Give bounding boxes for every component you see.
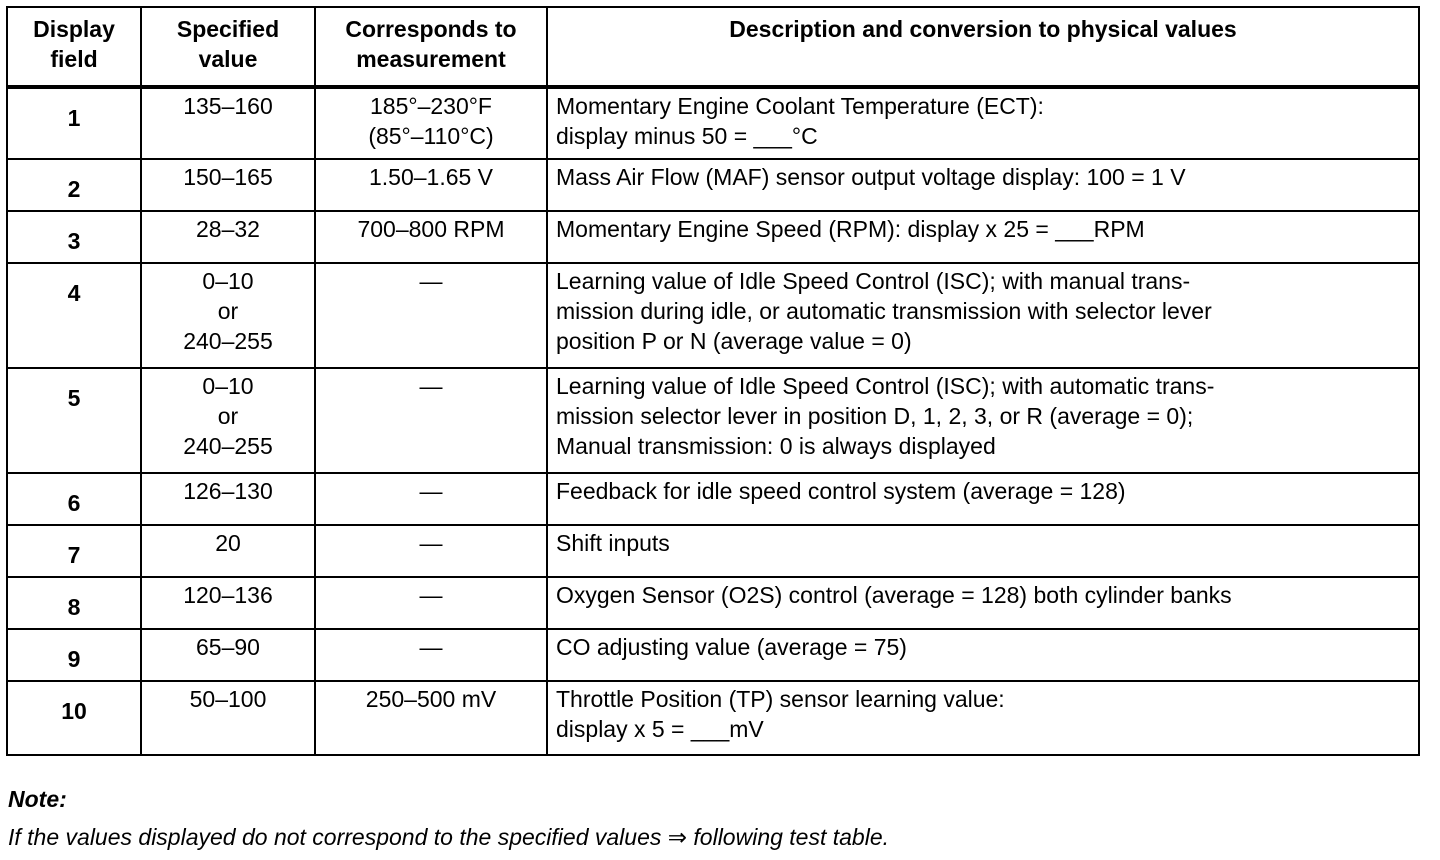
table-row bbox=[7, 525, 1419, 577]
cell-description-line: Mass Air Flow (MAF) sensor output voltage display: 100 = 1 V bbox=[556, 164, 1186, 190]
cell-display-field: 6 bbox=[7, 473, 141, 525]
cell-description bbox=[547, 525, 1419, 577]
cell-description-line: mission selector lever in position D, 1, 2, 3, or R (average = 0); bbox=[556, 403, 1194, 429]
cell-description bbox=[547, 577, 1419, 629]
cell-specified-value-line: 240–255 bbox=[183, 328, 273, 354]
cell-description bbox=[547, 87, 1419, 159]
display-field-spec-table bbox=[6, 6, 1420, 756]
cell-description-line: Momentary Engine Speed (RPM): display x 25 = ___RPM bbox=[556, 216, 1145, 242]
cell-specified-value bbox=[141, 473, 315, 525]
cell-measurement-line: — bbox=[419, 478, 443, 504]
table-row bbox=[7, 263, 1419, 368]
table-body bbox=[7, 87, 1419, 755]
cell-measurement bbox=[315, 473, 547, 525]
cell-description-line: Oxygen Sensor (O2S) control (average = 128) both cylinder banks bbox=[556, 582, 1232, 608]
cell-description-line: Momentary Engine Coolant Temperature (ECT): bbox=[556, 93, 1044, 119]
cell-specified-value-line: 0–10 bbox=[202, 373, 254, 399]
cell-display-field: 8 bbox=[7, 577, 141, 629]
table-row bbox=[7, 681, 1419, 755]
cell-specified-value-line: 120–136 bbox=[183, 582, 273, 608]
cell-display-field: 7 bbox=[7, 525, 141, 577]
header-line: value bbox=[198, 46, 258, 72]
cell-display-field: 9 bbox=[7, 629, 141, 681]
cell-specified-value bbox=[141, 577, 315, 629]
cell-specified-value-line: 20 bbox=[215, 530, 241, 556]
cell-specified-value-line: 150–165 bbox=[183, 164, 273, 190]
cell-specified-value bbox=[141, 211, 315, 263]
cell-measurement bbox=[315, 368, 547, 473]
cell-description bbox=[547, 681, 1419, 755]
cell-measurement-line: 1.50–1.65 V bbox=[368, 164, 494, 190]
cell-display-field: 10 bbox=[7, 681, 141, 755]
cell-measurement-line: 185°–230°F bbox=[370, 93, 492, 119]
cell-specified-value-line: or bbox=[217, 403, 239, 429]
cell-display-field: 5 bbox=[7, 368, 141, 473]
header-description bbox=[547, 7, 1419, 87]
table-header bbox=[7, 7, 1419, 87]
header-line: measurement bbox=[356, 46, 506, 72]
cell-measurement-line: 250–500 mV bbox=[365, 686, 497, 712]
cell-specified-value bbox=[141, 525, 315, 577]
cell-display-field: 1 bbox=[7, 87, 141, 159]
cell-measurement bbox=[315, 525, 547, 577]
cell-description bbox=[547, 368, 1419, 473]
cell-specified-value-line: 50–100 bbox=[189, 686, 267, 712]
header-corresponds-to-measurement bbox=[315, 7, 547, 87]
cell-description bbox=[547, 263, 1419, 368]
cell-description bbox=[547, 211, 1419, 263]
table-row bbox=[7, 577, 1419, 629]
header-specified-value bbox=[141, 7, 315, 87]
cell-description-line: display x 5 = ___mV bbox=[556, 716, 764, 742]
table-row bbox=[7, 473, 1419, 525]
cell-display-field: 4 bbox=[7, 263, 141, 368]
cell-description-line: Manual transmission: 0 is always displayed bbox=[556, 433, 996, 459]
cell-measurement bbox=[315, 87, 547, 159]
cell-specified-value-line: or bbox=[217, 298, 239, 324]
cell-description-line: display minus 50 = ___°C bbox=[556, 123, 818, 149]
cell-description-line: CO adjusting value (average = 75) bbox=[556, 634, 907, 660]
cell-description-line: mission during idle, or automatic transmission with selector lever bbox=[556, 298, 1212, 324]
cell-description-line: Learning value of Idle Speed Control (ISC); with automatic trans- bbox=[556, 373, 1215, 399]
table-row bbox=[7, 368, 1419, 473]
cell-measurement-line: — bbox=[419, 268, 443, 294]
cell-specified-value bbox=[141, 681, 315, 755]
cell-display-field: 2 bbox=[7, 159, 141, 211]
cell-specified-value-line: 0–10 bbox=[202, 268, 254, 294]
note-label: Note: bbox=[8, 786, 67, 812]
cell-measurement-line: 700–800 RPM bbox=[357, 216, 505, 242]
cell-measurement-line: — bbox=[419, 634, 443, 660]
cell-description-line: Shift inputs bbox=[556, 530, 670, 556]
cell-specified-value bbox=[141, 159, 315, 211]
note-text: If the values displayed do not correspond to the specified values ⇒ following test table. bbox=[8, 824, 890, 850]
table-row bbox=[7, 87, 1419, 159]
cell-specified-value bbox=[141, 629, 315, 681]
cell-specified-value bbox=[141, 87, 315, 159]
cell-specified-value bbox=[141, 263, 315, 368]
cell-measurement bbox=[315, 577, 547, 629]
cell-measurement bbox=[315, 211, 547, 263]
cell-description-line: position P or N (average value = 0) bbox=[556, 328, 912, 354]
header-line: field bbox=[50, 46, 98, 72]
cell-measurement bbox=[315, 159, 547, 211]
cell-specified-value-line: 126–130 bbox=[183, 478, 273, 504]
cell-specified-value-line: 65–90 bbox=[196, 634, 260, 660]
cell-display-field: 3 bbox=[7, 211, 141, 263]
header-display-field bbox=[7, 7, 141, 87]
header-line: Corresponds to bbox=[345, 16, 517, 42]
cell-description-line: Throttle Position (TP) sensor learning value: bbox=[556, 686, 1005, 712]
cell-specified-value bbox=[141, 368, 315, 473]
cell-specified-value-line: 135–160 bbox=[183, 93, 273, 119]
cell-measurement bbox=[315, 681, 547, 755]
header-row bbox=[7, 7, 1419, 87]
header-line: Specified bbox=[176, 16, 280, 42]
cell-measurement-line: — bbox=[419, 582, 443, 608]
cell-description-line: Learning value of Idle Speed Control (ISC); with manual trans- bbox=[556, 268, 1191, 294]
cell-measurement bbox=[315, 263, 547, 368]
table-row bbox=[7, 159, 1419, 211]
cell-measurement bbox=[315, 629, 547, 681]
header-line: Display bbox=[33, 16, 115, 42]
cell-specified-value-line: 240–255 bbox=[183, 433, 273, 459]
cell-description bbox=[547, 159, 1419, 211]
cell-description bbox=[547, 473, 1419, 525]
table-row bbox=[7, 211, 1419, 263]
cell-measurement-line: — bbox=[419, 373, 443, 399]
cell-description bbox=[547, 629, 1419, 681]
cell-specified-value-line: 28–32 bbox=[196, 216, 260, 242]
header-line: Description and conversion to physical values bbox=[729, 16, 1237, 42]
cell-measurement-line: — bbox=[419, 530, 443, 556]
cell-description-line: Feedback for idle speed control system (average = 128) bbox=[556, 478, 1126, 504]
spec-table-container bbox=[6, 6, 1418, 756]
table-row bbox=[7, 629, 1419, 681]
cell-measurement-line: (85°–110°C) bbox=[368, 123, 494, 149]
